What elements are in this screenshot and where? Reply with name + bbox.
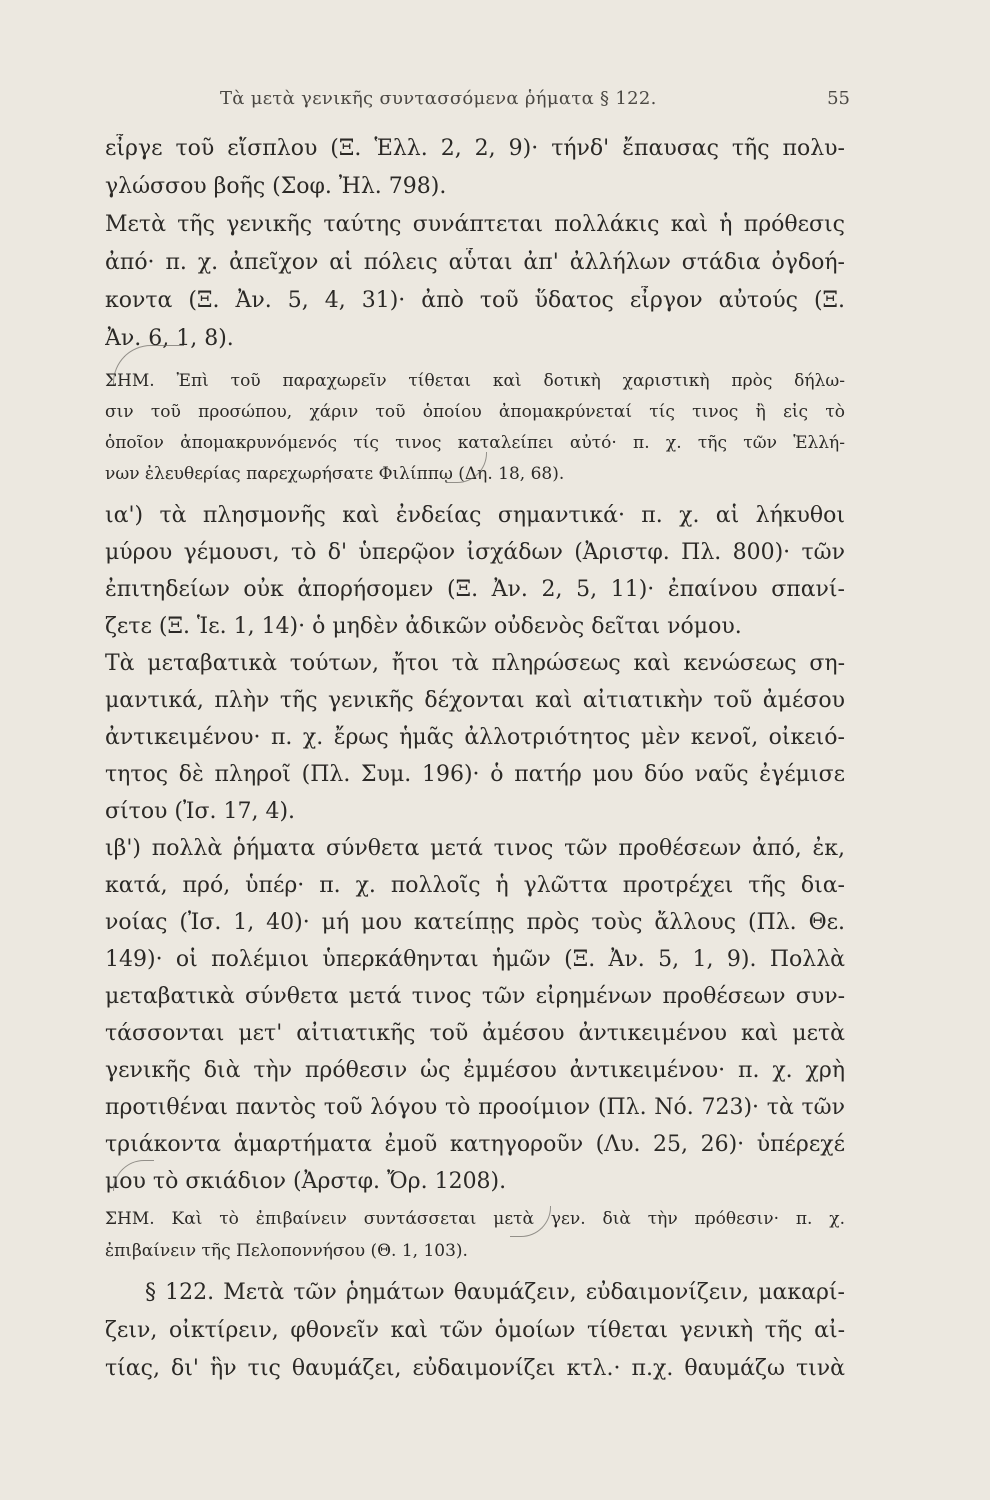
text-line: νοίας (Ἰσ. 1, 40)· μή μου κατείπῃς πρὸς τοὺς ἄλλους (Πλ. Θε. [105, 910, 845, 935]
text-line: τητος δὲ πληροῖ (Πλ. Συμ. 196)· ὁ πατήρ μου δύο ναῦς ἐγέμισε [105, 762, 845, 787]
text-line: ιβ') πολλὰ ῥήματα σύνθετα μετά τινος τῶν προθέσεων ἀπό, ἐκ, [105, 836, 845, 861]
text-line: μαντικά, πλὴν τῆς γενικῆς δέχονται καὶ αἰτιατικὴν τοῦ ἀμέσου [105, 688, 845, 713]
text-line: προτιθέναι παντὸς τοῦ λόγου τὸ προοίμιον (Πλ. Νό. 723)· τὰ τῶν [105, 1095, 845, 1120]
note-line: ἐπιβαίνειν τῆς Πελοποννήσου (Θ. 1, 103). [105, 1241, 468, 1261]
note-line: σιν τοῦ προσώπου, χάριν τοῦ ὁποίου ἀπομακρύνεταί τίς τινος ἢ εἰς τὸ [105, 402, 845, 422]
text-line: μου τὸ σκιάδιον (Ἀρστφ. Ὄρ. 1208). [105, 1169, 507, 1194]
text-line: σίτου (Ἰσ. 17, 4). [105, 799, 296, 824]
note-line: ΣΗΜ. Ἐπὶ τοῦ παραχωρεῖν τίθεται καὶ δοτικὴ χαριστικὴ πρὸς δήλω- [105, 371, 845, 391]
page-number: 55 [827, 88, 850, 109]
text-line: ζετε (Ξ. Ἱε. 1, 14)· ὁ μηδὲν ἀδικῶν οὐδενὸς δεῖται νόμου. [105, 614, 742, 639]
text-line: Μετὰ τῆς γενικῆς ταύτης συνάπτεται πολλάκις καὶ ἡ πρόθεσις [105, 212, 845, 237]
text-line: τίας, δι' ἣν τις θαυμάζει, εὐδαιμονίζει κτλ.· π.χ. θαυμάζω τινὰ [105, 1356, 845, 1381]
text-line: εἶργε τοῦ εἴσπλου (Ξ. Ἑλλ. 2, 2, 9)· τήνδ' ἔπαυσας τῆς πολυ- [105, 136, 845, 161]
note-line: νων ἐλευθερίας παρεχωρήσατε Φιλίππῳ (Δη. 18, 68). [105, 464, 565, 484]
text-line: τριάκοντα ἁμαρτήματα ἐμοῦ κατηγοροῦν (Λυ. 25, 26)· ὑπέρεχέ [105, 1132, 845, 1157]
note-line: ΣΗΜ. Καὶ τὸ ἐπιβαίνειν συντάσσεται μετὰ γεν. διὰ τὴν πρόθεσιν· π. χ. [105, 1209, 845, 1229]
text-line: μεταβατικὰ σύνθετα μετά τινος τῶν εἰρημένων προθέσεων συν- [105, 984, 845, 1009]
text-line: κοντα (Ξ. Ἀν. 5, 4, 31)· ἀπὸ τοῦ ὕδατος εἶργον αὐτούς (Ξ. [105, 288, 845, 313]
text-line: ἀντικειμένου· π. χ. ἔρως ἡμᾶς ἀλλοτριότητος μὲν κενοῖ, οἰκειό- [105, 725, 845, 750]
running-head: Τὰ μετὰ γενικῆς συντασσόμενα ῥήματα § 122. [220, 88, 657, 109]
text-line: γενικῆς διὰ τὴν πρόθεσιν ὡς ἐμμέσου ἀντικειμένου· π. χ. χρὴ [105, 1058, 845, 1083]
bracket-mark [113, 1160, 154, 1191]
bracket-mark [510, 1206, 551, 1237]
section-heading-line: § 122. Μετὰ τῶν ῥημάτων θαυμάζειν, εὐδαιμονίζειν, μακαρί- [145, 1280, 845, 1305]
text-line: ἐπιτηδείων οὐκ ἀπορήσομεν (Ξ. Ἀν. 2, 5, 11)· ἐπαίνου σπανί- [105, 577, 845, 602]
note-line: ὁποῖον ἀπομακρυνόμενός τίς τινος καταλείπει αὐτό· π. χ. τῆς τῶν Ἑλλή- [105, 433, 845, 453]
text-line: ἀπό· π. χ. ἀπεῖχον αἱ πόλεις αὗται ἀπ' ἀλλήλων στάδια ὀγδοή- [105, 250, 845, 275]
page-header [110, 88, 850, 116]
text-line: Ἀν. 6, 1, 8). [105, 326, 234, 351]
text-line: γλώσσου βοῆς (Σοφ. Ἠλ. 798). [105, 174, 447, 199]
text-line: Τὰ μεταβατικὰ τούτων, ἤτοι τὰ πληρώσεως καὶ κενώσεως ση- [105, 651, 845, 676]
text-line: ια') τὰ πλησμονῆς καὶ ἐνδείας σημαντικά· π. χ. αἱ λήκυθοι [105, 503, 845, 528]
text-line: τάσσονται μετ' αἰτιατικῆς τοῦ ἀμέσου ἀντικειμένου καὶ μετὰ [105, 1021, 845, 1046]
text-line: κατά, πρό, ὑπέρ· π. χ. πολλοῖς ἡ γλῶττα προτρέχει τῆς δια- [105, 873, 845, 898]
text-line: μύρου γέμουσι, τὸ δ' ὑπερῷον ἰσχάδων (Ἀριστφ. Πλ. 800)· τῶν [105, 540, 845, 565]
text-line: ζειν, οἰκτίρειν, φθονεῖν καὶ τῶν ὁμοίων τίθεται γενικὴ τῆς αἰ- [105, 1318, 845, 1343]
text-line: 149)· οἱ πολέμιοι ὑπερκάθηνται ἡμῶν (Ξ. Ἀν. 5, 1, 9). Πολλὰ [105, 947, 845, 972]
